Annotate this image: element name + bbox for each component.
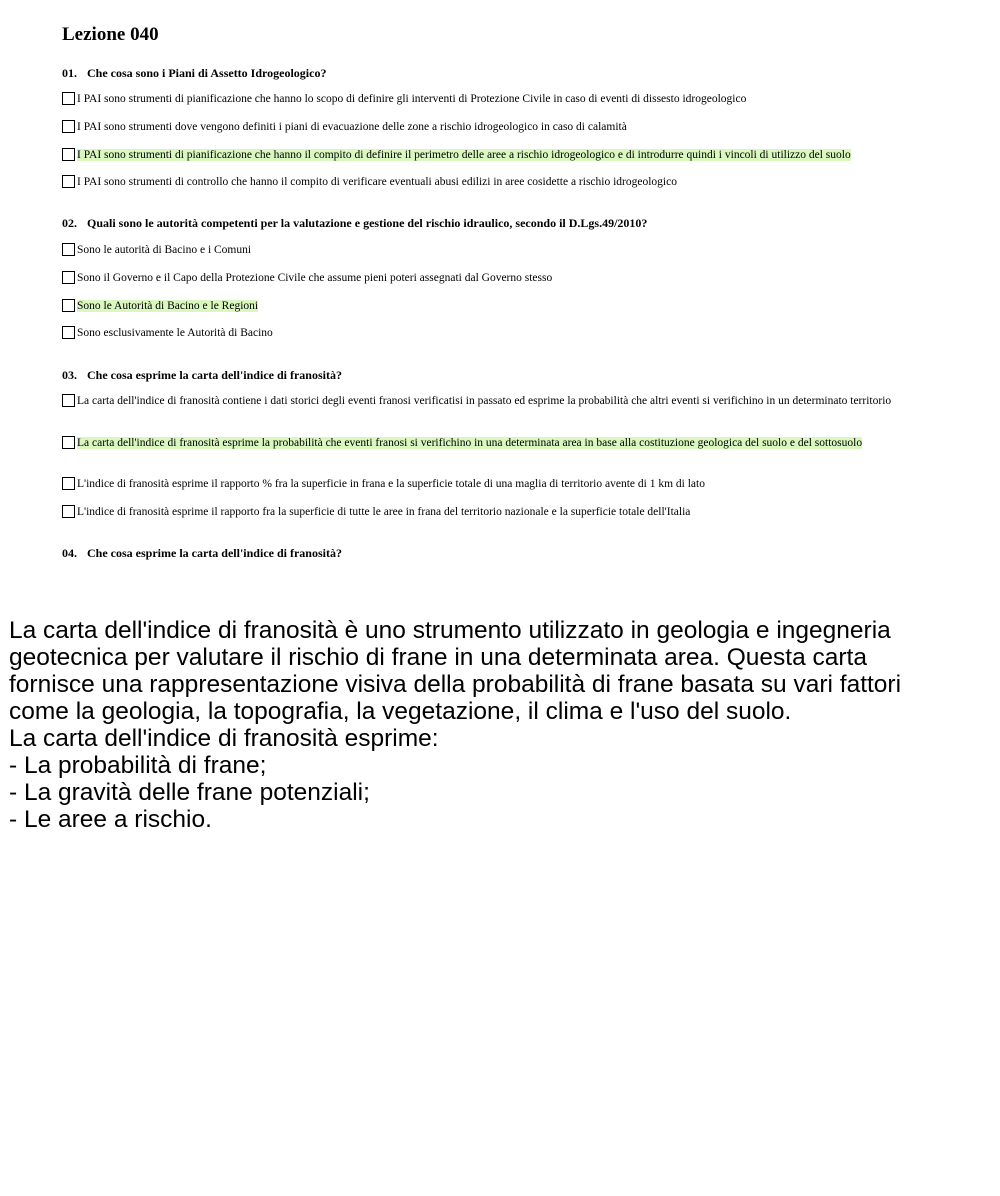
answer-line: La carta dell'indice di franosità esprime: [9,725,439,752]
answer-option[interactable] [62,505,942,520]
answer-option-text: I PAI sono strumenti di pianificazione che hanno lo scopo di definire gli interventi di Protezione Civile in caso di eventi di dissesto idrogeologico [77,93,747,105]
answer-checkbox[interactable] [62,92,75,105]
question-number: 03. [62,368,77,382]
question-number: 04. [62,546,77,560]
question-number: 02. [62,216,77,230]
answer-option-text: I PAI sono strumenti di pianificazione che hanno il compito di definire il perimetro delle aree a rischio idrogeologico e di introdurre quindi i vincoli di utilizzo del suolo [77,149,851,161]
answer-line: La carta dell'indice di franosità è uno strumento utilizzato in geologia e ingegneria [9,617,891,644]
answer-checkbox[interactable] [62,394,75,407]
question-text: Che cosa esprime la carta dell'indice di franosità? [87,368,342,382]
answer-line: - La gravità delle frane potenziali; [9,779,370,806]
answer-option-text: L'indice di franosità esprime il rapporto fra la superficie di tutte le aree in frana del territorio nazionale e la superficie totale dell'Italia [77,506,691,518]
answer-option-text: La carta dell'indice di franosità contiene i dati storici degli eventi franosi verificatisi in passato ed esprime la probabilità che altri eventi si verifichino in un determinato territorio [77,395,892,407]
question-title [62,216,942,231]
answer-checkbox[interactable] [62,299,75,312]
answer-option-text: I PAI sono strumenti dove vengono definiti i piani di evacuazione delle zone a rischio idrogeologico in caso di calamità [77,121,627,133]
answer-option[interactable] [62,326,942,341]
answer-checkbox[interactable] [62,477,75,490]
answer-checkbox[interactable] [62,436,75,449]
answer-option-text: Sono le Autorità di Bacino e le Regioni [77,300,259,312]
answer-option-text: Sono il Governo e il Capo della Protezione Civile che assume pieni poteri assegnati dal Governo stesso [77,272,553,284]
answer-option-text: Sono le autorità di Bacino e i Comuni [77,244,252,256]
answer-text-block [9,617,994,833]
answer-line: come la geologia, la topografia, la vegetazione, il clima e l'uso del suolo. [9,698,792,725]
answer-option-text: La carta dell'indice di franosità esprime la probabilità che eventi franosi si verifichino in una determinata area in base alla costituzione geologica del suolo e del sottosuolo [77,437,863,449]
question-title [62,368,942,383]
question-text: Che cosa sono i Piani di Assetto Idrogeologico? [87,66,327,80]
answer-option-text: L'indice di franosità esprime il rapporto % fra la superficie in frana e la superficie totale di una maglia di territorio avente di 1 km di lato [77,478,705,490]
answer-checkbox[interactable] [62,120,75,133]
answer-checkbox[interactable] [62,175,75,188]
question-text: Che cosa esprime la carta dell'indice di franosità? [87,546,342,560]
answer-option-correct[interactable] [62,436,942,451]
answer-line: fornisce una rappresentazione visiva della probabilità di frane basata su vari fattori [9,671,902,698]
answer-checkbox[interactable] [62,326,75,339]
answer-line: - Le aree a rischio. [9,806,212,833]
answer-option[interactable] [62,394,942,409]
question-number: 01. [62,66,77,80]
answer-option[interactable] [62,271,942,286]
answer-line: geotecnica per valutare il rischio di frane in una determinata area. Questa carta [9,644,867,671]
question-title [62,546,942,561]
answer-option-correct[interactable] [62,148,942,163]
answer-checkbox[interactable] [62,271,75,284]
answer-checkbox[interactable] [62,243,75,256]
answer-option[interactable] [62,92,942,107]
lesson-title: Lezione 040 [62,24,159,45]
question-title [62,66,942,81]
answer-checkbox[interactable] [62,148,75,161]
answer-option-correct[interactable] [62,299,942,314]
answer-option[interactable] [62,243,942,258]
answer-option[interactable] [62,175,942,190]
answer-line: - La probabilità di frane; [9,752,267,779]
answer-option-text: Sono esclusivamente le Autorità di Bacino [77,327,273,339]
answer-option[interactable] [62,477,942,492]
answer-option-text: I PAI sono strumenti di controllo che hanno il compito di verificare eventuali abusi edilizi in aree cosidette a rischio idrogeologico [77,176,677,188]
answer-checkbox[interactable] [62,505,75,518]
answer-option[interactable] [62,120,942,135]
question-text: Quali sono le autorità competenti per la valutazione e gestione del rischio idraulico, secondo il D.Lgs.49/2010? [87,216,648,230]
